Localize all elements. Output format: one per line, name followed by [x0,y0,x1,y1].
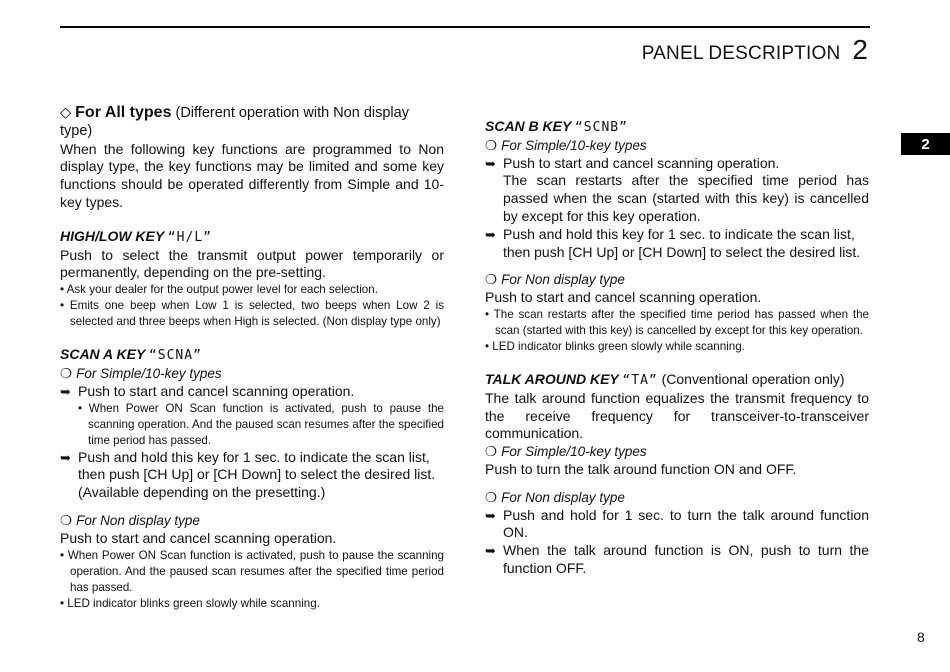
step-text: Push and hold for 1 sec. to turn the talk around function ON. [503,506,869,541]
scan-a-non-note: • LED indicator blinks green slowly while scanning. [60,596,320,610]
circle-bullet-icon: ❍ [60,512,73,528]
intro-heading [60,104,444,141]
intro-title: For All types [75,104,172,121]
sub-label: For Non display type [501,272,625,288]
section-number: 2 [852,34,868,65]
scan-a-step [60,383,444,401]
circle-bullet-icon: ❍ [485,489,498,505]
sub-label: For Non display type [76,512,200,528]
left-column [60,104,444,612]
scan-b-step [485,226,869,262]
sub-label: For Simple/10-key types [501,137,647,153]
page-header [642,34,868,66]
scan-a-non-note: • When Power ON Scan function is activated, push to pause the scanning operation. And the paused scan resumes after the specified time period has passed. [60,548,444,594]
scan-b-title: SCAN B KEY [485,118,572,134]
sub-label: For Simple/10-key types [76,365,222,381]
scan-a-simple-label [60,365,444,383]
scan-b-heading [485,118,869,137]
arrow-bullet-icon: ➥ [485,507,496,523]
scan-b-non-note: • The scan restarts after the specified time period has passed when the scan (started with this key) is cancelled by except for this key operation. [485,307,869,337]
talk-around-step [485,542,869,578]
scan-a-step-note: • When Power ON Scan function is activated, push to pause the scanning operation. And the paused scan resumes after the specified time period has passed. [78,401,444,447]
scan-b-lcd: “SCNB” [574,120,628,135]
high-low-body: Push to select the transmit output power temporarily or permanently, depending on the pre-setting. [60,246,444,281]
step-text: When the talk around function is ON, push to turn the function OFF. [503,542,869,576]
sub-label: For Simple/10-key types [501,444,647,460]
top-rule [60,26,870,28]
talk-around-simple-label [485,443,869,461]
arrow-bullet-icon: ➥ [60,383,71,399]
scan-a-title: SCAN A KEY [60,346,146,363]
right-column [485,118,869,578]
arrow-bullet-icon: ➥ [485,155,496,171]
intro-subtitle: (Different operation with Non display type) [60,105,409,139]
scan-b-step [485,155,869,226]
arrow-bullet-icon: ➥ [60,449,71,465]
step-text-group [503,155,869,226]
talk-around-extra: (Conventional operation only) [661,370,845,387]
step-text: Push to start and cancel scanning operation. [78,382,355,399]
talk-around-title: TALK AROUND KEY [485,370,619,387]
talk-around-step [485,507,869,543]
talk-around-simple-body: Push to turn the talk around function ON and OFF. [485,460,797,477]
circle-bullet-icon: ❍ [485,137,498,153]
scan-b-non-body: Push to start and cancel scanning operation. [485,289,762,306]
step-text: Push to start and cancel scanning operation. [503,154,780,171]
arrow-bullet-icon: ➥ [485,543,496,559]
arrow-bullet-icon: ➥ [485,226,496,242]
scan-a-step [60,449,444,502]
talk-around-lcd: “TA” [622,372,658,388]
scan-b-non-note: • LED indicator blinks green slowly while scanning. [485,339,745,353]
circle-bullet-icon: ❍ [60,365,73,381]
talk-around-body: The talk around function equalizes the transmit frequency to the receive frequency for transceiver-to-transceiver communication. [485,389,869,442]
circle-bullet-icon: ❍ [485,444,498,460]
page-number: 8 [917,629,925,645]
scan-a-non-label [60,512,444,530]
high-low-title: HIGH/LOW KEY [60,227,164,244]
step-text: Push and hold this key for 1 sec. to indicate the scan list, then push [CH Up] or [CH Down] to select the desired list. (Available depending on the presetting.) [78,448,436,501]
scan-a-non-body: Push to start and cancel scanning operation. [60,529,337,546]
step-continuation: The scan restarts after the specified time period has passed when the scan (started with this key) is cancelled by except for this key operation. [503,172,869,224]
section-tab[interactable]: 2 [901,133,950,155]
step-text: Push and hold this key for 1 sec. to indicate the scan list, then push [CH Up] or [CH Down] to select the desired list. [503,225,861,260]
scan-b-simple-label [485,137,869,155]
scan-a-lcd: “SCNA” [148,348,202,364]
high-low-lcd: “H/L” [167,229,212,245]
high-low-note: • Emits one beep when Low 1 is selected, two beeps when Low 2 is selected and three beeps when High is selected. (Non display type only) [60,299,444,329]
high-low-heading [60,228,444,247]
talk-around-heading [485,371,869,390]
intro-body: When the following key functions are programmed to Non display type, the key functions may be limited and some key functions should be operated differently from Simple and 10-key types. [60,140,444,210]
high-low-note: • Ask your dealer for the output power level for each selection. [60,283,378,297]
circle-bullet-icon: ❍ [485,272,498,288]
talk-around-non-label [485,489,869,507]
section-title: PANEL DESCRIPTION [641,43,841,64]
diamond-icon: ◇ [60,105,72,121]
scan-a-heading [60,346,444,365]
sub-label: For Non display type [501,489,625,505]
scan-b-non-label [485,271,869,289]
